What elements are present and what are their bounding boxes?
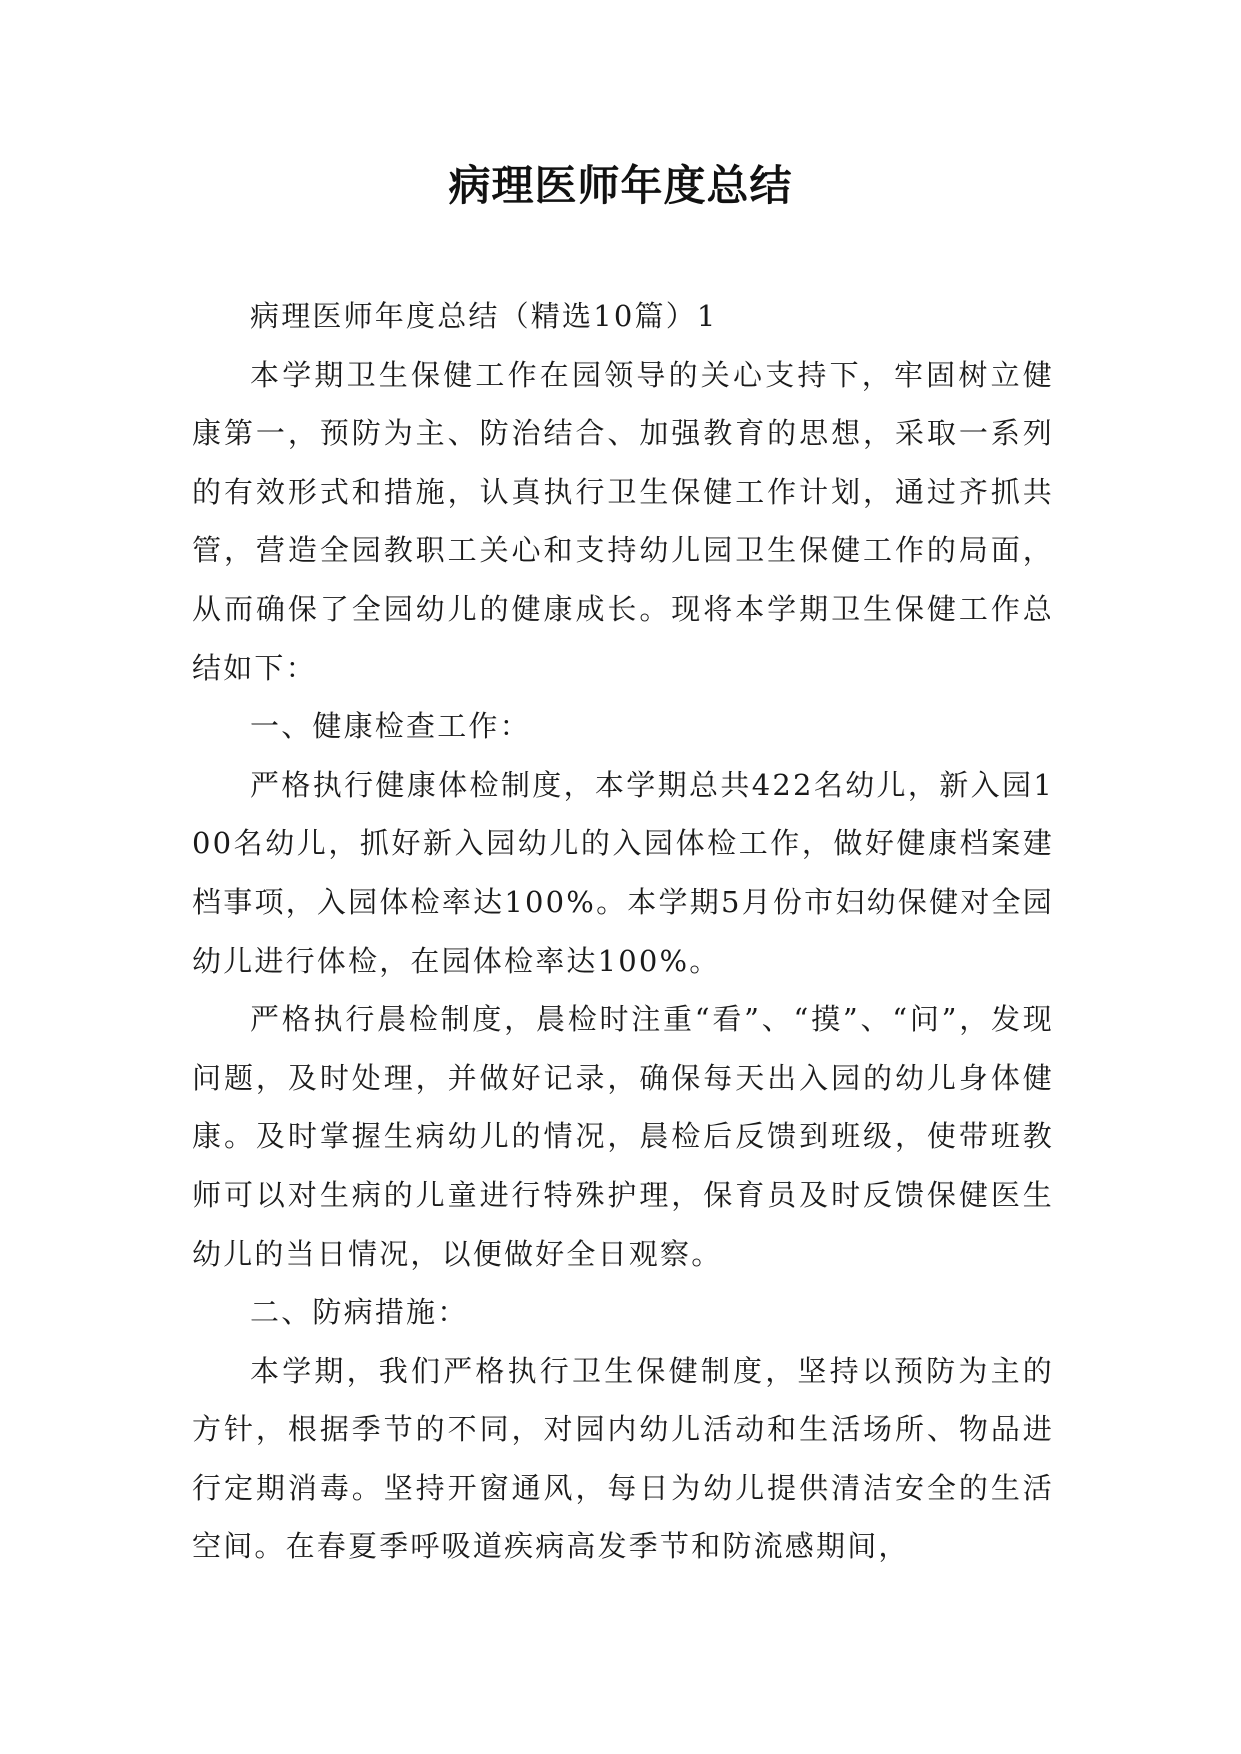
section-heading-prevention: 二、防病措施：	[250, 1295, 469, 1330]
paragraph-morning-check: 严格执行晨检制度，晨检时注重“看”、“摸”、“问”，发现问题，及时处理，并做好记录，确保每天出入园的幼儿身体健康。及时掌握生病幼儿的情况，晨检后反馈到班级，使带班教师可以对生病的儿童进行特殊护理，保育员及时反馈保健医生幼儿的当日情况，以便做好全日观察。	[192, 1002, 1054, 1271]
paragraph-health-check: 严格执行健康体检制度，本学期总共422名幼儿，新入园100名幼儿，抓好新入园幼儿的入园体检工作，做好健康档案建档事项，入园体检率达100%。本学期5月份市妇幼保健对全园幼儿进行体检，在园体检率达100%。	[192, 767, 1054, 978]
paragraph-heading: 病理医师年度总结（精选10篇）1	[250, 299, 718, 333]
section-heading-health-check: 一、健康检查工作：	[250, 709, 531, 744]
paragraph-intro: 本学期卫生保健工作在园领导的关心支持下，牢固树立健康第一，预防为主、防治结合、加强教育的思想，采取一系列的有效形式和措施，认真执行卫生保健工作计划，通过齐抓共管，营造全园教职工关心和支持幼儿园卫生保健工作的局面，从而确保了全园幼儿的健康成长。现将本学期卫生保健工作总结如下：	[192, 357, 1054, 685]
paragraph-prevention: 本学期，我们严格执行卫生保健制度，坚持以预防为主的方针，根据季节的不同，对园内幼儿活动和生活场所、物品进行定期消毒。坚持开窗通风，每日为幼儿提供清洁安全的生活空间。在春夏季呼吸道疾病高发季节和防流感期间，	[192, 1353, 1054, 1564]
document-body	[192, 287, 1054, 1576]
document-title: 病理医师年度总结	[448, 161, 793, 210]
